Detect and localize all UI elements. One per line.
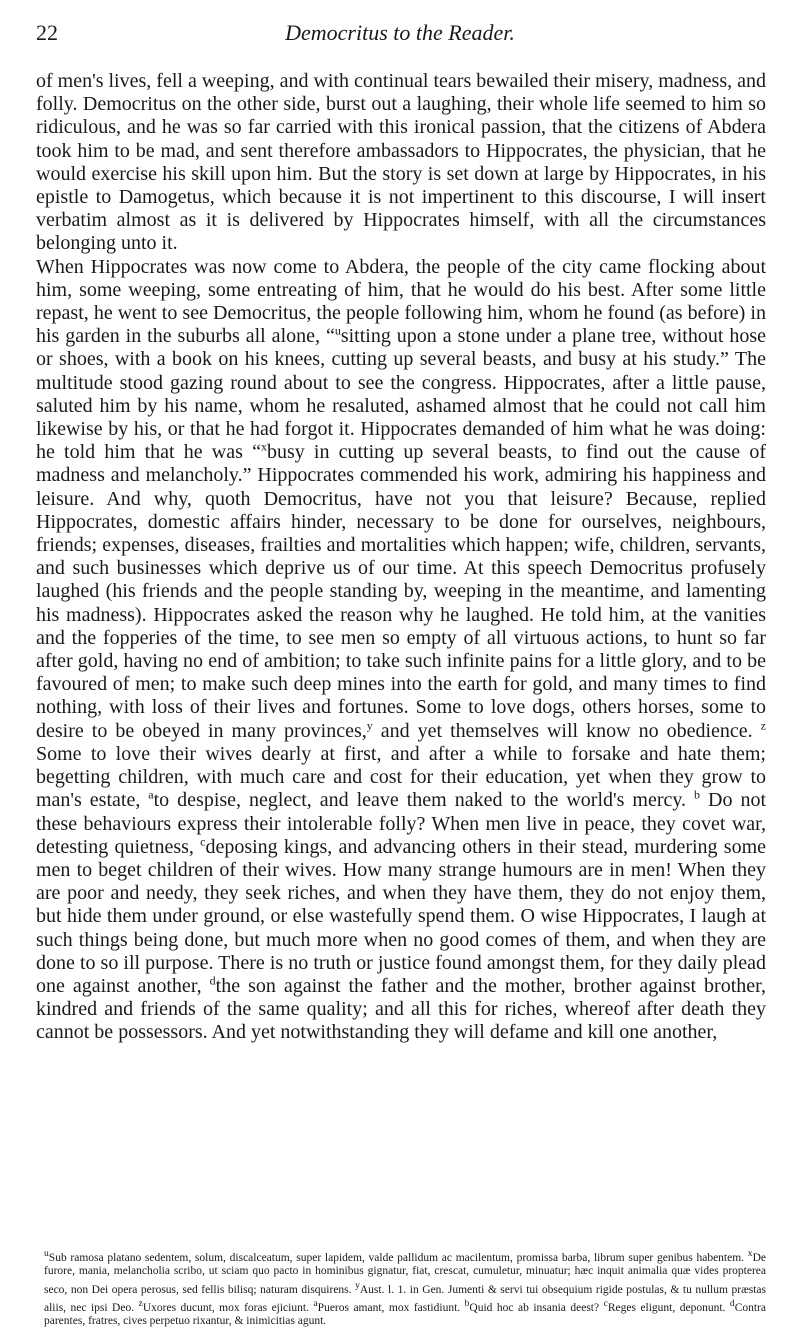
text-run: and yet themselves will know no obedience. [372,719,761,742]
footnote-mark: u [44,1248,49,1259]
page-number: 22 [36,20,58,45]
footnote-text: De furore, mania, melancholia scribo, ut sciam quo pacto in hominibus gignatur, fiat, crescat, cumuletur, minuatur; hæc inquit animalia quæ vides propterea seco, non Dei opera perosus, sed fellis bilisq; naturam disquirens. [44,1251,766,1296]
footnote-marker: y [366,718,373,733]
footnote-marker: b [694,787,701,802]
text-run: deposing kings, and advancing others in their stead, murdering some men to beget children of their wives. How many strange humours are in men! When they are poor and needy, they seek riches, and when they have them, they do not enjoy them, but hide them under ground, or else wastefully spend them. O wise Hippocrates, I laugh at such things being done, but much more when no good comes of them, and when they are done to so ill purpose. There is no truth or justice found amongst them, for they daily plead one against another, [36,835,767,997]
footnote-text: Aust. l. 1. in Gen. Jumenti & servi tui obsequium rigide postulas, & tu nullum præstas aliis, nec ipsi Deo. [44,1283,766,1314]
footnote-mark: y [355,1279,360,1291]
footnote-marker: a [148,787,154,802]
text-run: to despise, neglect, and leave them naked to the world's mercy. [153,789,695,812]
footnotes [44,1247,766,1329]
footnote-mark: d [729,1297,735,1309]
footnote-marker: x [260,439,267,454]
text-run: the son against the father and the mother, brother against brother, kindred and friends of the same quality; and all this for riches, whereof after death they cannot be possessors. And yet notwithstanding they will defame and kill one another, [36,974,767,1044]
text-run: sitting upon a stone under a plane tree, without hose or shoes, with a book on his knees, cutting up several beasts, and busy at his study.” The multitude stood gazing round about to see the congress. Hippocrates, after a little pause, saluted him by his name, whom he resaluted, ashamed almost that he could not call him likewise by his, or that he had forgot it. Hippocrates demanded of him what he was doing: he told him that he was “ [36,325,766,464]
footnote-mark: c [603,1297,608,1309]
paragraph: of men's lives, fell a weeping, and with continual tears bewailed their misery, madness, and folly. Democritus on the other side, burst out a laughing, their whole life seemed to him so ridiculous, and he was so far carried with this ironical passion, that the citizens of Abdera took him to be mad, and sent therefore ambassadors to Hippocrates, the physician, that he would exercise his skill upon him. But the story is set down at large by Hippocrates, in his epistle to Damogetus, which because it is not impertinent to this discourse, I will insert verbatim almost as it is delivered by Hippocrates himself, with all the circumstances belonging unto it. [36,70,766,255]
footnote-text: Pueros amant, mox fastidiunt. [317,1301,465,1314]
running-title: Democritus to the Reader. [285,20,515,45]
text-run: Do not these behaviours express their intolerable folly? When men live in peace, they covet war, detesting quietness, [36,789,766,858]
footnote-text: Sub ramosa platano sedentem, solum, discalceatum, super lapidem, valde pallidum ac macilentum, promissa barba, librum super genibus habentem. [48,1251,748,1264]
text-run: busy in cutting up several beasts, to find out the cause of madness and melancholy.” Hippocrates commended his work, admiring his happiness and leisure. And why, quoth Democritus, have not you that leisure? Because, replied Hippocrates, domestic affairs hinder, necessary to be done for ourselves, neighbours, friends; expenses, diseases, frailties and mortalities which happen; wife, children, servants, and such businesses which deprive us of our time. At this speech Democritus profusely laughed (his friends and the people standing by, weeping in the meantime, and lamenting his madness). Hippocrates asked the reason why he laughed. He told him, at the vanities and the fopperies of the time, to see men so empty of all virtuous actions, to hunt so far after gold, having no end of ambition; to take such infinite pains for a little glory, and to be favoured of men; to make such deep mines into the earth for gold, and many times to find nothing, with loss of their lives and fortunes. Some to love dogs, others horses, some to desire to be obeyed in many provinces, [36,441,767,742]
page-header [36,20,764,50]
footnote-mark: x [747,1248,753,1259]
footnote-mark: z [138,1297,143,1309]
footnote-marker: u [334,323,341,338]
body-text [36,70,766,1045]
text-run: Some to love their wives dearly at first, and after a while to forsake and hate them; begetting children, with much care and cost for their education, yet when they grow to man's estate, [36,742,766,812]
text-run: When Hippocrates was now come to Abdera, the people of the city came flocking about him, some weeping, some entreating of him, that he would do his best. After some little repast, he went to see Democritus, the people following him, whom he found (as before) in his garden in the suburbs all alone, “ [36,255,766,348]
footnote-marker: d [209,973,216,988]
footnote-mark: b [464,1297,470,1309]
footnote-block [44,1247,766,1329]
footnote-mark: a [313,1297,318,1309]
paragraph [36,256,766,1045]
footnote-text: Quid hoc ab insania deest? [469,1301,604,1314]
footnote-text: Reges eligunt, deponunt. [607,1301,730,1314]
footnote-text: Uxores ducunt, mox foras ejiciunt. [142,1301,314,1314]
footnote-marker: c [200,834,206,849]
footnote-marker: z [760,718,766,733]
footnote-text: Contra parentes, fratres, cives perpetuo rixantur, & inimicitias agunt. [44,1301,766,1328]
